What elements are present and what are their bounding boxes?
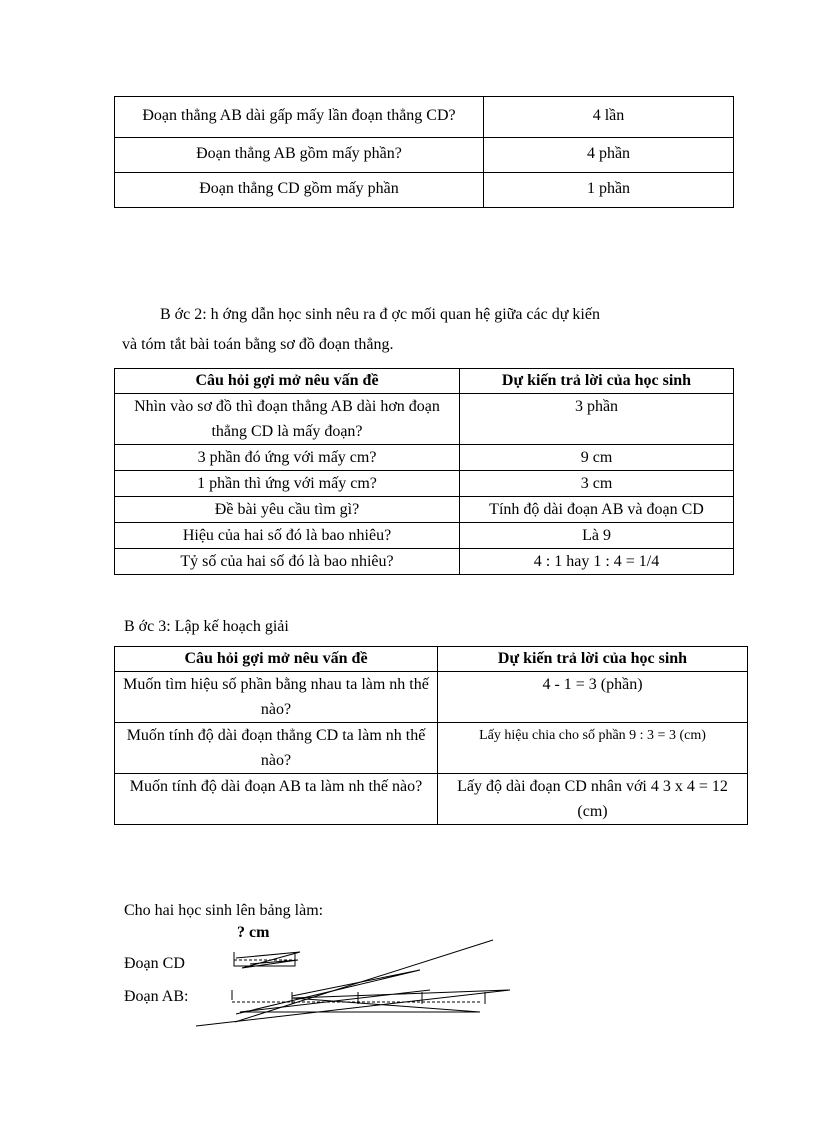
step2-line1: B ớc 2: h ớng dẫn học sinh nêu ra đ ợc mối quan hệ giữa các dự kiến: [160, 306, 600, 323]
table-comparison: [114, 96, 734, 208]
step3-heading: B ớc 3: Lập kế hoạch giải: [124, 618, 289, 635]
table-row: [115, 497, 734, 523]
table-header-row: [115, 369, 734, 394]
scribble-line: [236, 970, 420, 1014]
segment-diagram: [180, 930, 520, 1030]
table-cell: 4 lần: [484, 97, 734, 138]
table-row: [115, 394, 734, 445]
table-cell: 3 cm: [460, 471, 734, 497]
table-header: Câu hỏi gợi mở nêu vấn đề: [115, 647, 438, 672]
table-row: [115, 774, 748, 825]
table-row: [115, 471, 734, 497]
table-cell: 4 phần: [484, 138, 734, 173]
table-cell: Đoạn thẳng AB dài gấp mấy lần đoạn thẳng CD?: [115, 97, 484, 138]
table-cell: 1 phần thì ứng với mấy cm?: [115, 471, 460, 497]
table-header: Dự kiến trả lời của học sinh: [438, 647, 748, 672]
table-cell: 9 cm: [460, 445, 734, 471]
table-cell: Muốn tính độ dài đoạn AB ta làm nh thế nào?: [115, 774, 438, 825]
table-row: [115, 97, 734, 138]
table-cell: Hiệu của hai số đó là bao nhiêu?: [115, 523, 460, 549]
table-cell: 1 phần: [484, 173, 734, 208]
table-cell: Nhìn vào sơ đồ thì đoạn thẳng AB dài hơn đoạn thẳng CD là mấy đoạn?: [115, 394, 460, 445]
step2-paragraph: [122, 300, 746, 360]
table-cell: Lấy hiệu chia cho số phần 9 : 3 = 3 (cm): [438, 723, 748, 774]
table-cell: Là 9: [460, 523, 734, 549]
table-cell: Tỷ số của hai số đó là bao nhiêu?: [115, 549, 460, 575]
scribble-line: [196, 990, 510, 1026]
table-row: [115, 723, 748, 774]
table-step3: [114, 646, 748, 825]
table-header-row: [115, 647, 748, 672]
table-cell: 4 - 1 = 3 (phần): [438, 672, 748, 723]
table-row: [115, 138, 734, 173]
table-step2: [114, 368, 734, 575]
table-cell: Muốn tìm hiệu số phần bằng nhau ta làm nh thế nào?: [115, 672, 438, 723]
table-cell: 3 phần: [460, 394, 734, 445]
table-row: [115, 445, 734, 471]
table-header: Câu hỏi gợi mở nêu vấn đề: [115, 369, 460, 394]
table-cell: Đoạn thẳng CD gồm mấy phần: [115, 173, 484, 208]
table-row: [115, 672, 748, 723]
intro-text: Cho hai học sinh lên bảng làm:: [124, 902, 324, 919]
table-cell: Đề bài yêu cầu tìm gì?: [115, 497, 460, 523]
table-cell: 3 phần đó ứng với mấy cm?: [115, 445, 460, 471]
table-header: Dự kiến trả lời của học sinh: [460, 369, 734, 394]
segment-cd-label: Đoạn CD: [124, 955, 185, 972]
step2-line2: và tóm tắt bài toán bằng sơ đồ đoạn thẳng.: [122, 336, 394, 353]
table-cell: Lấy độ dài đoạn CD nhân với 4 3 x 4 = 12 (cm): [438, 774, 748, 825]
table-cell: 4 : 1 hay 1 : 4 = 1/4: [460, 549, 734, 575]
table-row: [115, 173, 734, 208]
table-row: [115, 523, 734, 549]
segment-ab-label: Đoạn AB:: [124, 988, 189, 1005]
question-label: ? cm: [237, 924, 270, 941]
cd-segment: [234, 952, 295, 966]
table-cell: Tính độ dài đoạn AB và đoạn CD: [460, 497, 734, 523]
table-cell: Đoạn thẳng AB gồm mấy phần?: [115, 138, 484, 173]
table-row: [115, 549, 734, 575]
table-cell: Muốn tính độ dài đoạn thẳng CD ta làm nh thế nào?: [115, 723, 438, 774]
